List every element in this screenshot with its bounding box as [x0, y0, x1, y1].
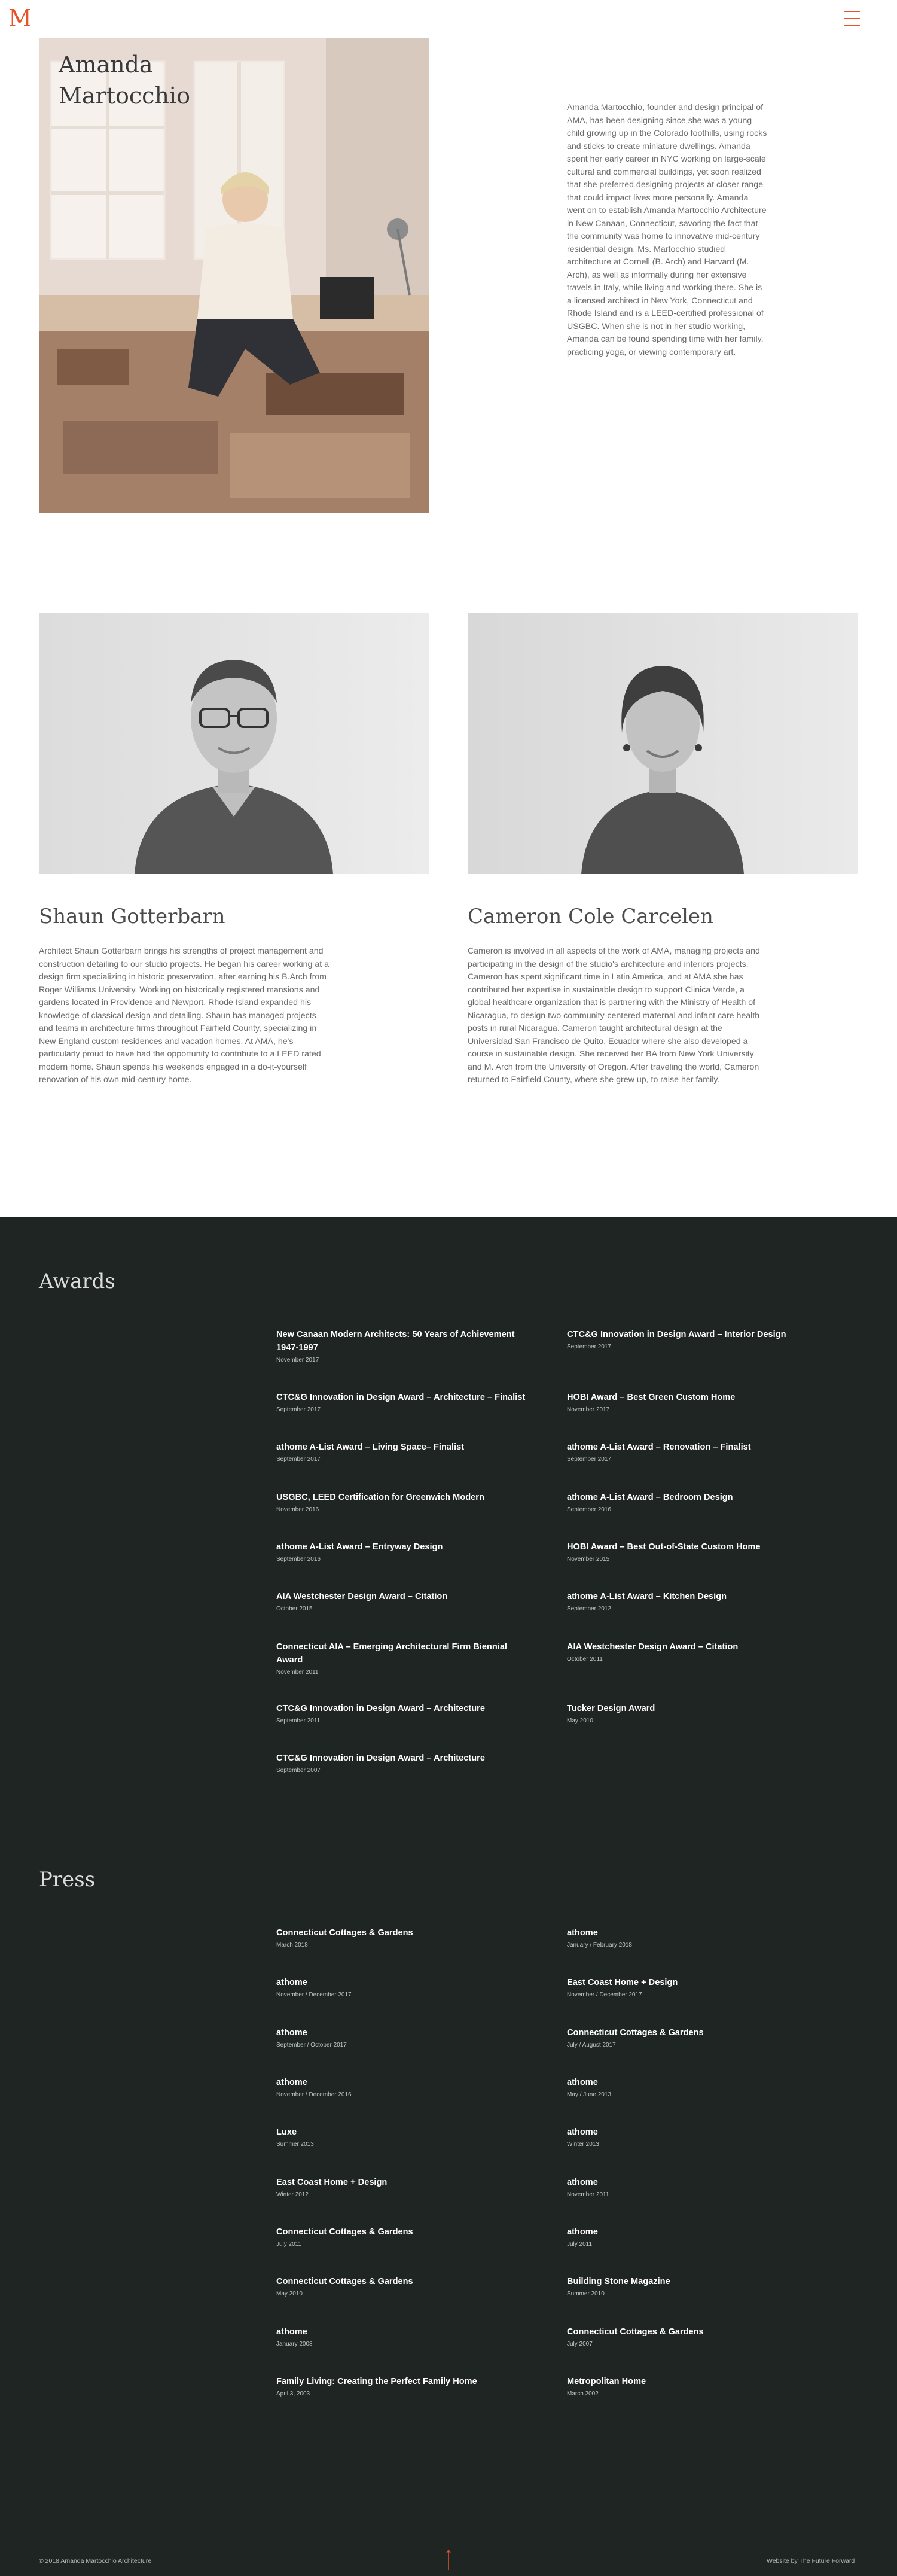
amanda-bio-text: Amanda Martocchio, founder and design principal of AMA, has been designing since she was a young child growing up in the Colorado foothills, using rocks and sticks to create miniature dwellings. Amanda spent her early career in NYC working on large-scale cultural and commercial buildings, yet soon realized that she preferred designing projects at closer range that could impact lives more personally. Amanda went on to establish Amanda Martocchio Architecture in New Canaan, Connecticut, savoring the fact that the community was home to innovative mid-century residential design. Ms. Martocchio studied architecture at Cornell (B. Arch) and Harvard (M. Arch), as well as informally during her extensive travels in Italy, while living and working there. She is a licensed architect in New York, Connecticut and Rhode Island and is a LEED-certified professional of USGBC. When she is not in her studio working, Amanda can be found spending time with her family, practicing yoga, or viewing contemporary art.	[567, 103, 767, 357]
press-publication: Luxe	[276, 2127, 297, 2137]
press-item	[276, 1976, 527, 2000]
award-title: CTC&G Innovation in Design Award – Architecture	[276, 1753, 485, 1763]
press-publication: athome	[276, 1978, 307, 1987]
award-date: November 2017	[276, 1357, 319, 1363]
award-date: September 2012	[567, 1606, 611, 1612]
press-item	[276, 2225, 527, 2249]
cameron-bio-text: Cameron is involved in all aspects of the work of AMA, managing projects and participating in the design of the studio's architecture and interiors projects. Cameron has spent significant time in Latin America, and at AMA she has contributed her expertise in sustainable design to support Clinica Verde, a global healthcare organization that is partnering with the Ministry of Health of Nicaragua, to design two community-centered maternal and infant care health posts in rural Nicaragua. Cameron taught architectural design at the Universidad San Francisco de Quito, Ecuador where she also developed a course in sustainable design. She received her BA from New York University and M. Arch from the University of Oregon. After traveling the world, Cameron returned to Fairfield County, where she grew up, to raise her family.	[468, 946, 760, 1085]
award-date: September 2017	[276, 1406, 321, 1413]
press-date: July 2011	[276, 2241, 302, 2248]
press-item	[567, 2176, 818, 2200]
award-title: Connecticut AIA – Emerging Architectural Firm Biennial Award	[276, 1642, 507, 1665]
press-item	[276, 2325, 527, 2349]
cameron-name-heading: Cameron Cole Carcelen	[468, 905, 713, 928]
footer-credit-link[interactable]: Website by The Future Forward	[767, 2557, 855, 2565]
press-publication: Metropolitan Home	[567, 2377, 646, 2386]
press-item	[276, 2126, 527, 2149]
award-title: Tucker Design Award	[567, 1704, 655, 1713]
award-date: November 2016	[276, 1506, 319, 1513]
award-item	[276, 1540, 527, 1564]
award-item	[567, 1391, 818, 1415]
press-publication: athome	[276, 2078, 307, 2087]
award-item	[276, 1391, 527, 1415]
award-item	[276, 1702, 527, 1726]
awards-press-section	[0, 1217, 897, 2576]
award-date: May 2010	[567, 1718, 593, 1724]
site-logo[interactable]: M	[8, 5, 32, 31]
award-item	[276, 1752, 527, 1776]
award-title: New Canaan Modern Architects: 50 Years of Achievement 1947-1997	[276, 1330, 515, 1353]
press-date: May / June 2013	[567, 2091, 611, 2098]
press-date: September / October 2017	[276, 2042, 347, 2048]
press-item	[276, 2026, 527, 2050]
award-date: September 2017	[276, 1456, 321, 1463]
award-title: HOBI Award – Best Green Custom Home	[567, 1393, 736, 1402]
award-title: athome A-List Award – Living Space– Finalist	[276, 1442, 465, 1452]
press-date: November 2011	[567, 2191, 609, 2198]
award-item	[276, 1590, 527, 1614]
press-item	[567, 2076, 818, 2100]
press-item	[567, 2275, 818, 2299]
award-date: September 2017	[567, 1456, 611, 1463]
award-date: October 2015	[276, 1606, 313, 1612]
press-item	[567, 1926, 818, 1950]
press-date: January 2008	[276, 2341, 313, 2347]
press-item	[276, 2275, 527, 2299]
award-date: November 2017	[567, 1406, 610, 1413]
press-date: January / February 2018	[567, 1942, 632, 1948]
arrow-up-icon[interactable]	[446, 2550, 451, 2570]
press-publication: athome	[567, 1928, 598, 1938]
award-title: athome A-List Award – Bedroom Design	[567, 1493, 733, 1502]
press-date: March 2018	[276, 1942, 308, 1948]
press-date: November / December 2017	[567, 1992, 642, 1998]
press-publication: East Coast Home + Design	[276, 2178, 388, 2187]
press-publication: athome	[276, 2327, 307, 2337]
press-date: July 2011	[567, 2241, 593, 2248]
press-date: July 2007	[567, 2341, 593, 2347]
award-title: USGBC, LEED Certification for Greenwich Modern	[276, 1493, 484, 1502]
award-date: November 2015	[567, 1556, 610, 1563]
press-publication: athome	[567, 2127, 598, 2137]
press-publication: Connecticut Cottages & Gardens	[276, 1928, 413, 1938]
press-date: November / December 2016	[276, 2091, 352, 2098]
press-item	[567, 2126, 818, 2149]
press-publication: Connecticut Cottages & Gardens	[276, 2277, 413, 2286]
hamburger-menu-icon[interactable]	[844, 8, 860, 29]
press-date: November / December 2017	[276, 1992, 352, 1998]
award-item	[567, 1640, 818, 1664]
press-item	[567, 2225, 818, 2249]
footer-copyright: © 2018 Amanda Martocchio Architecture	[39, 2557, 152, 2565]
award-title: athome A-List Award – Entryway Design	[276, 1542, 443, 1552]
award-item	[567, 1590, 818, 1614]
press-publication: athome	[567, 2227, 598, 2237]
press-item	[276, 1926, 527, 1950]
press-date: Winter 2013	[567, 2141, 599, 2148]
award-title: athome A-List Award – Renovation – Finalist	[567, 1442, 751, 1452]
award-title: CTC&G Innovation in Design Award – Architecture	[276, 1704, 485, 1713]
award-title: CTC&G Innovation in Design Award – Architecture – Finalist	[276, 1393, 526, 1402]
press-item	[567, 2325, 818, 2349]
award-item	[276, 1491, 527, 1515]
award-item	[276, 1328, 527, 1365]
amanda-name-heading: Amanda Martocchio	[59, 51, 190, 109]
press-date: Summer 2013	[276, 2141, 314, 2148]
press-item	[276, 2375, 527, 2399]
press-publication: athome	[567, 2178, 598, 2187]
press-publication: Connecticut Cottages & Gardens	[567, 2327, 704, 2337]
shaun-bio-text: Architect Shaun Gotterbarn brings his strengths of project management and construction detailing to our studio projects. He began his career working at a design firm specializing in historic preservation, after earning his B.Arch from Roger Williams University. Working on historically registered mansions and gardens located in Providence and Newport, Rhode Island expanded his knowledge of classical design and detailing. Shaun has managed projects and teams in architecture firms throughout Fairfield County, specializing in New England custom residences and vacation homes. At AMA, he's particularly proud to have had the opportunity to contribute to a LEED rated modern home. Shaun spends his weekends engaged in a do-it-yourself renovation of his own mid-century home.	[39, 946, 329, 1085]
press-publication: athome	[567, 2078, 598, 2087]
award-date: September 2007	[276, 1767, 321, 1774]
press-date: April 3, 2003	[276, 2391, 310, 2397]
press-date: July / August 2017	[567, 2042, 616, 2048]
award-item	[276, 1441, 527, 1464]
press-item	[567, 2026, 818, 2050]
award-item	[567, 1441, 818, 1464]
awards-heading: Awards	[39, 1269, 115, 1293]
award-item	[567, 1491, 818, 1515]
press-publication: Building Stone Magazine	[567, 2277, 670, 2286]
press-heading: Press	[39, 1868, 96, 1892]
award-title: athome A-List Award – Kitchen Design	[567, 1592, 727, 1601]
award-title: CTC&G Innovation in Design Award – Interior Design	[567, 1330, 786, 1339]
press-publication: East Coast Home + Design	[567, 1978, 678, 1987]
shaun-portrait-photo	[39, 613, 429, 874]
award-date: September 2016	[567, 1506, 611, 1513]
press-item	[567, 1976, 818, 2000]
press-date: March 2002	[567, 2391, 599, 2397]
award-title: AIA Westchester Design Award – Citation	[276, 1592, 448, 1601]
award-date: November 2011	[276, 1669, 319, 1676]
press-date: May 2010	[276, 2291, 303, 2297]
award-item	[567, 1328, 818, 1352]
award-item	[567, 1540, 818, 1564]
cameron-portrait-photo	[468, 613, 858, 874]
press-item	[276, 2176, 527, 2200]
press-publication: athome	[276, 2028, 307, 2038]
award-item	[276, 1640, 527, 1677]
award-title: HOBI Award – Best Out-of-State Custom Home	[567, 1542, 761, 1552]
award-date: September 2017	[567, 1344, 611, 1350]
press-item	[567, 2375, 818, 2399]
award-date: September 2011	[276, 1718, 321, 1724]
press-publication: Family Living: Creating the Perfect Family Home	[276, 2377, 477, 2386]
press-publication: Connecticut Cottages & Gardens	[567, 2028, 704, 2038]
press-item	[276, 2076, 527, 2100]
press-date: Winter 2012	[276, 2191, 309, 2198]
award-title: AIA Westchester Design Award – Citation	[567, 1642, 739, 1652]
press-publication: Connecticut Cottages & Gardens	[276, 2227, 413, 2237]
award-date: September 2016	[276, 1556, 321, 1563]
shaun-name-heading: Shaun Gotterbarn	[39, 905, 225, 928]
press-date: Summer 2010	[567, 2291, 605, 2297]
award-item	[567, 1702, 818, 1726]
award-date: October 2011	[567, 1656, 603, 1662]
